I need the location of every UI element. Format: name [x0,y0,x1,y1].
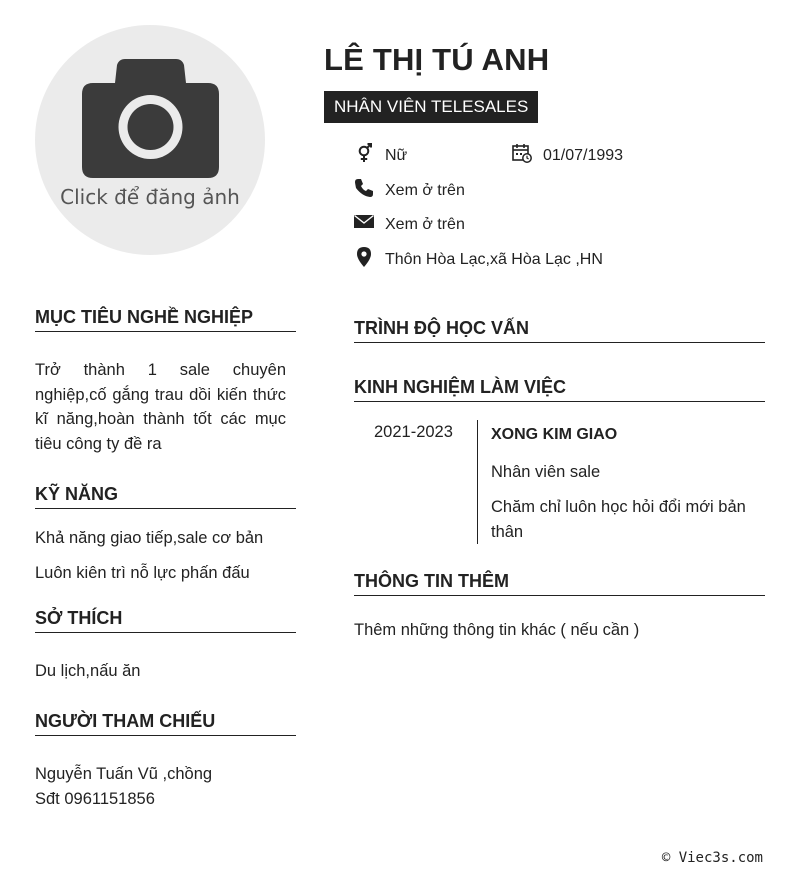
copyright-footer: © Viec3s.com [661,850,763,866]
calendar-icon [512,143,532,163]
experience-heading: KINH NGHIỆM LÀM VIỆC [354,377,765,402]
experience-description: Chăm chỉ luôn học hỏi đổi mới bản thân [491,498,746,541]
timeline-divider [477,420,478,544]
birthday-value: 01/07/1993 [543,147,624,164]
phone-value: Xem ở trên [385,182,465,199]
objective-heading: MỤC TIÊU NGHỀ NGHIỆP [35,307,296,332]
phone-icon [354,178,374,198]
candidate-name: LÊ THỊ TÚ ANH [324,42,550,77]
location-pin-icon [354,247,374,267]
camera-icon [82,59,219,179]
education-heading: TRÌNH ĐỘ HỌC VẤN [354,318,765,343]
gender-value: Nữ [385,147,408,164]
profile-photo-upload[interactable] [35,25,265,255]
skill-item: Khả năng giao tiếp,sale cơ bản [35,529,264,547]
references-heading: NGƯỜI THAM CHIẾU [35,711,296,736]
experience-period: 2021-2023 [374,423,453,441]
additional-info-text: Thêm những thông tin khác ( nếu cần ) [354,621,640,639]
experience-company: XONG KIM GIAO [491,426,618,443]
reference-line: Sđt 0961151856 [35,790,155,808]
skill-item: Luôn kiên trì nỗ lực phấn đấu [35,564,250,582]
experience-position: Nhân viên sale [491,463,601,481]
address-value: Thôn Hòa Lạc,xã Hòa Lạc ,HN [385,251,603,268]
photo-caption: Click để đăng ảnh [60,185,240,209]
additional-info-heading: THÔNG TIN THÊM [354,571,765,596]
reference-line: Nguyễn Tuấn Vũ ,chồng [35,765,213,783]
email-icon [354,212,374,232]
objective-text: Trở thành 1 sale chuyên nghiệp,cố gắng trau dồi kiến thức kĩ năng,hoàn thành tốt các mục tiêu công ty đề ra [35,361,286,453]
skills-heading: KỸ NĂNG [35,484,296,509]
hobbies-heading: SỞ THÍCH [35,608,296,633]
hobbies-text: Du lịch,nấu ăn [35,662,141,680]
job-title: NHÂN VIÊN TELESALES [324,91,538,123]
gender-icon [354,143,374,163]
email-value: Xem ở trên [385,216,465,233]
